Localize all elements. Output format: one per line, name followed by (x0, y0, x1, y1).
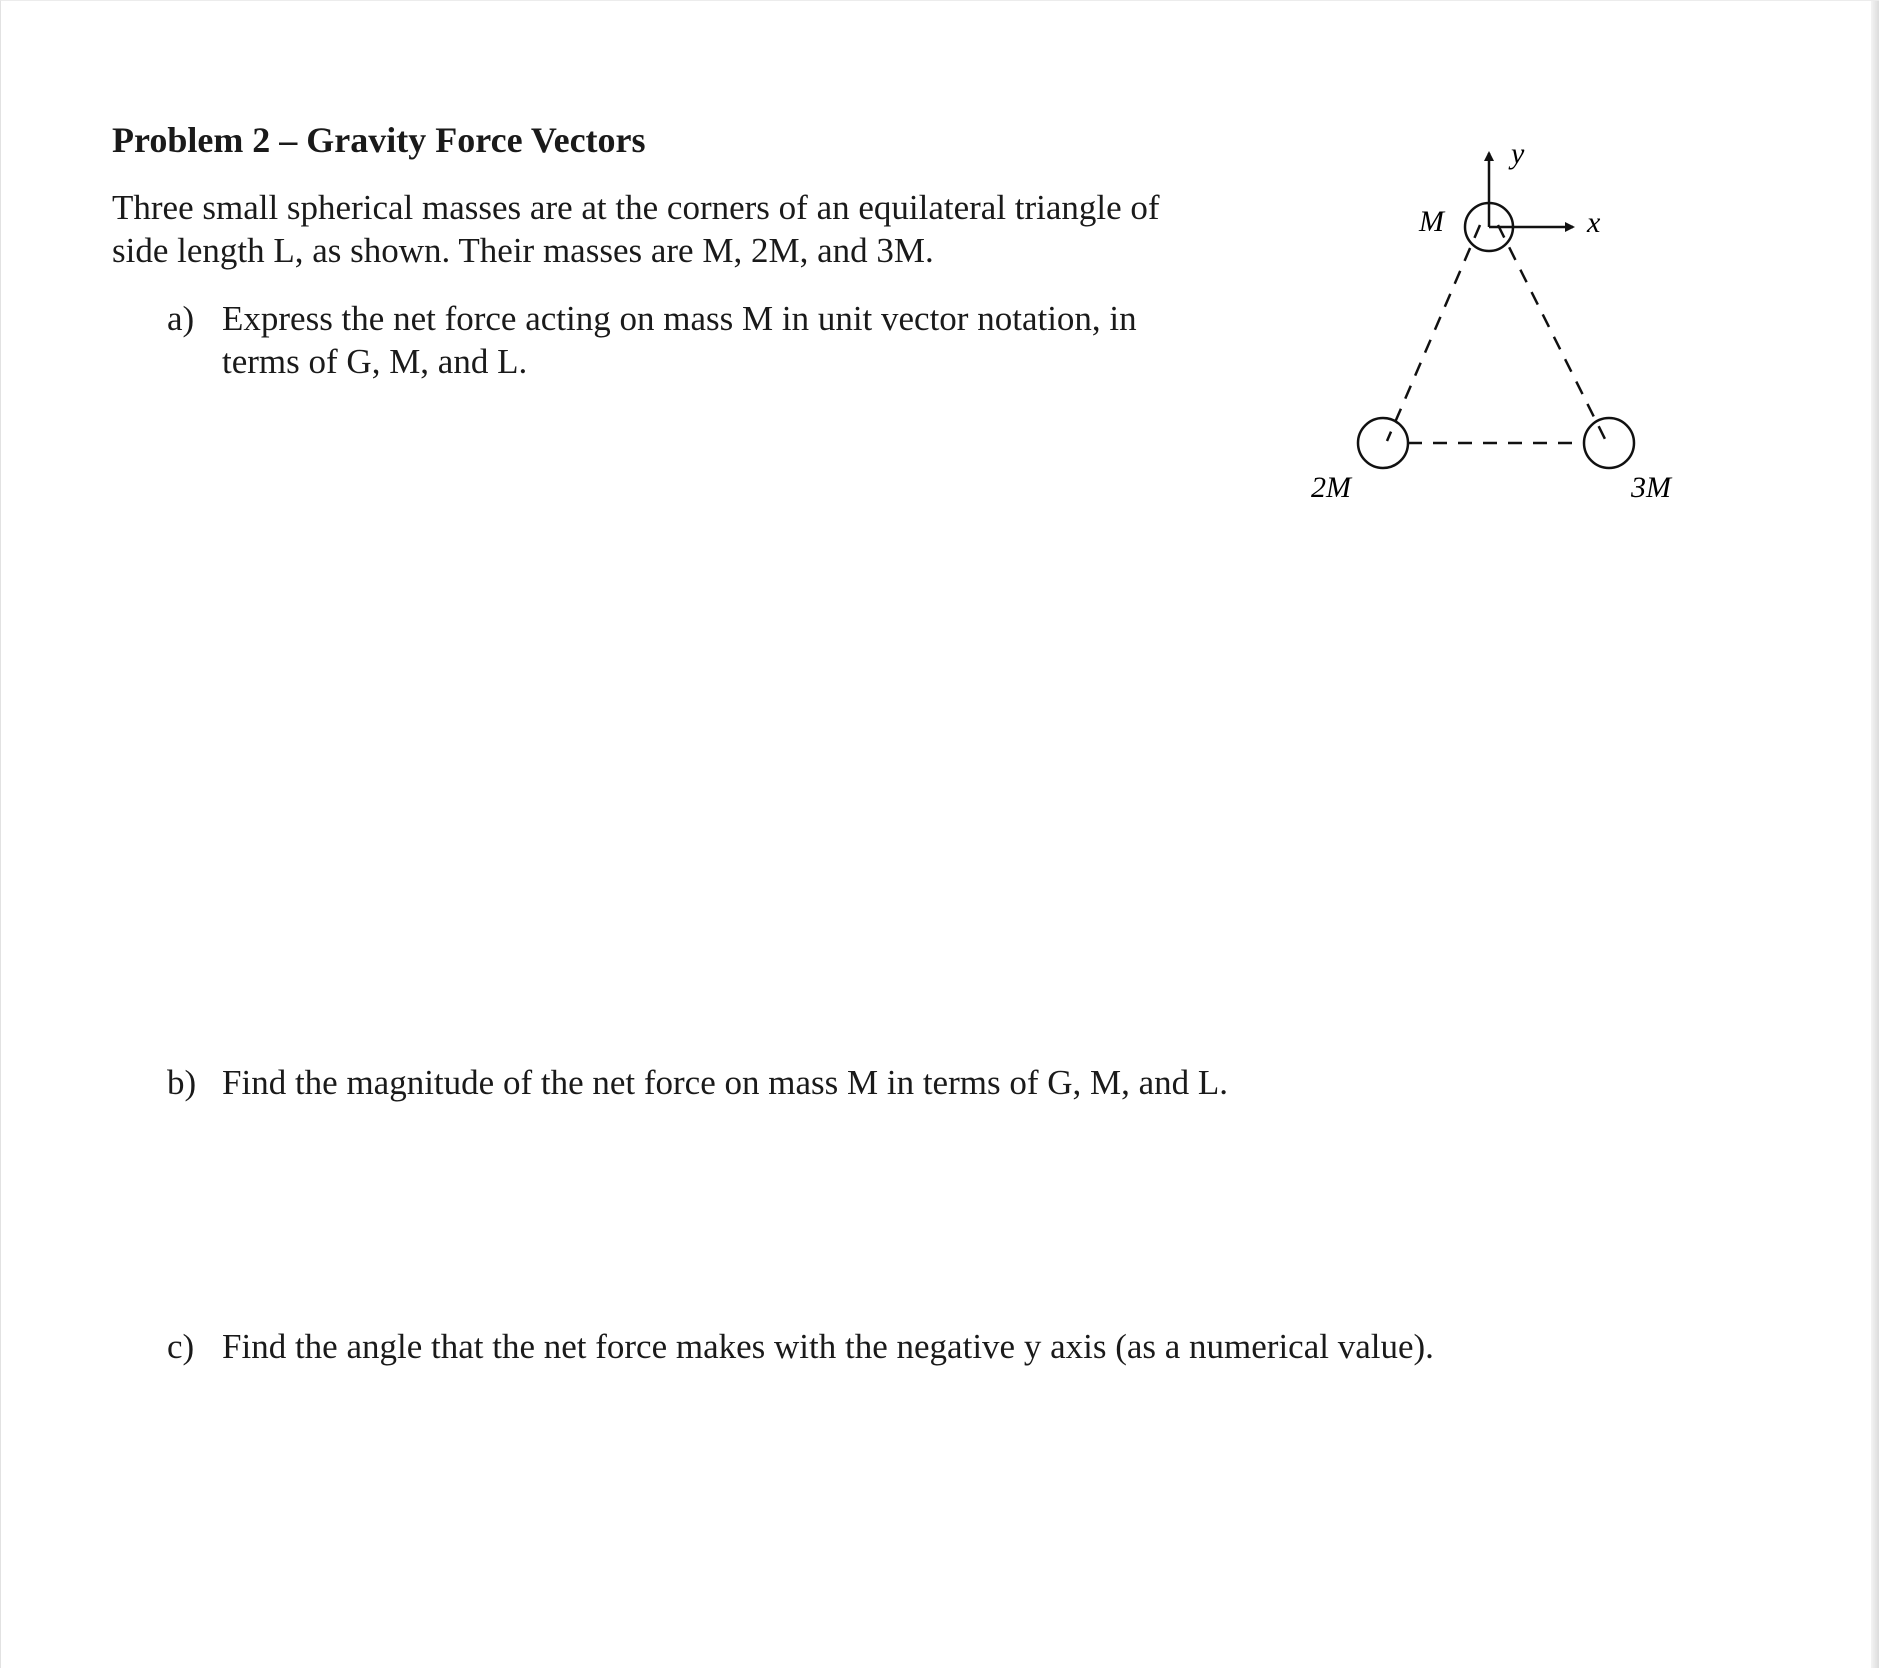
question-c-text (222, 1325, 1434, 1368)
mass-left-label: 2M (1311, 471, 1351, 504)
question-a-line-2: terms of G, M, and L. (222, 342, 528, 381)
question-c-line-1: Find the angle that the net force makes with the negative y axis (as a numerical value). (222, 1327, 1434, 1366)
question-b-text (222, 1061, 1228, 1104)
question-a-text (222, 297, 1137, 383)
mass-right-label: 3M (1631, 471, 1671, 504)
mass-right-circle (1584, 418, 1634, 468)
mass-left-circle (1358, 418, 1408, 468)
triangle-side-right (1498, 225, 1606, 441)
question-c-label: c) (167, 1327, 195, 1366)
question-a-label: a) (167, 299, 195, 338)
intro-line-1: Three small spherical masses are at the corners of an equilateral triangle of (112, 188, 1160, 227)
question-b-line-1: Find the magnitude of the net force on mass M in terms of G, M, and L. (222, 1063, 1229, 1102)
page-edge-shadow (1871, 1, 1879, 1668)
axis-y-label: y (1511, 137, 1525, 170)
triangle-diagram (1291, 131, 1711, 511)
problem-intro (112, 186, 1292, 272)
intro-line-2: side length L, as shown. Their masses are M, 2M, and 3M. (112, 231, 934, 270)
triangle-side-left (1387, 225, 1480, 441)
question-a-line-1: Express the net force acting on mass M in unit vector notation, in (222, 299, 1137, 338)
question-b-label: b) (167, 1063, 197, 1102)
mass-top-label: M (1419, 205, 1444, 238)
axis-x-label: x (1587, 206, 1601, 239)
problem-title: Problem 2 – Gravity Force Vectors (112, 120, 646, 160)
